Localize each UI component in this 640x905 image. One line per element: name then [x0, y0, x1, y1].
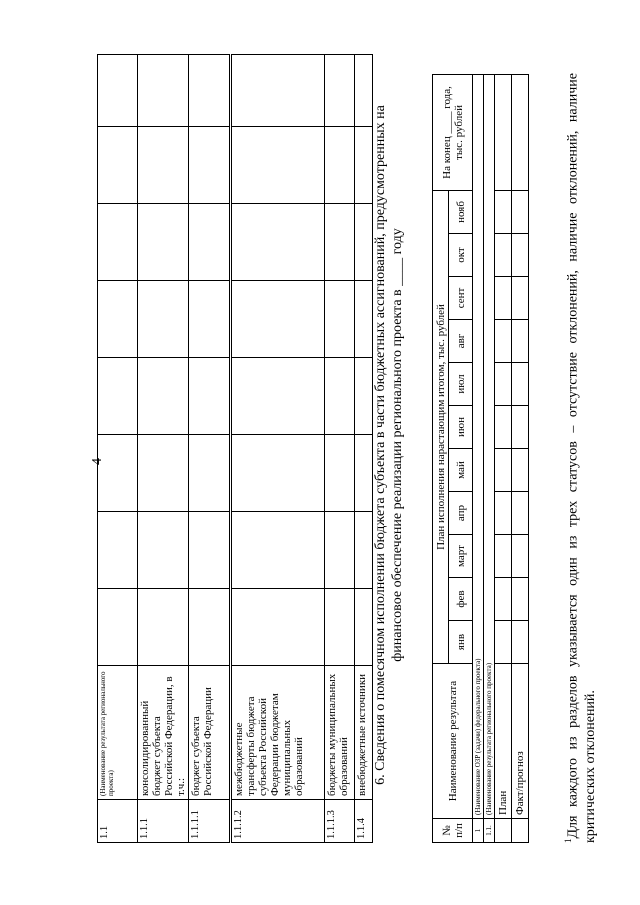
row-name: консолидированный бюджет субъекта Российской Федерации, в т.ч.: — [138, 666, 189, 800]
row-number — [512, 819, 529, 843]
month-header: июн — [449, 406, 473, 449]
row-name: внебюджетные источники — [355, 666, 373, 800]
page-number: 4 — [90, 458, 105, 465]
row-number: 1.1.1.3 — [325, 800, 355, 843]
row-name: бюджет субъекта Российской Федерации — [189, 666, 231, 800]
plan-header: План исполнения нарастающим итогом, тыс. рублей — [433, 190, 449, 663]
month-header: окт — [449, 234, 473, 277]
table-row — [98, 55, 138, 843]
row-name: План — [495, 664, 512, 819]
table-row — [231, 55, 325, 843]
row-number: 1.1.4 — [355, 800, 373, 843]
month-header: май — [449, 449, 473, 492]
month-header: янв — [449, 621, 473, 664]
row-number: 1.1.1 — [138, 800, 189, 843]
name-header: Наименование результата — [433, 664, 473, 819]
row-number: 1.1.1.2 — [231, 800, 325, 843]
row-number: 1.1 — [98, 800, 138, 843]
table-row — [138, 55, 189, 843]
row-number: 1.1.1.1 — [189, 800, 231, 843]
monthly-plan-table — [432, 74, 529, 843]
row-name: (Наименование результата регионального проекта) — [484, 74, 495, 818]
row-name: межбюджетные трансферты бюджета субъекта Российской Федерации бюджетам муниципальных образований — [231, 666, 325, 800]
row-number: 1 — [473, 819, 484, 843]
num-header: № п/п — [433, 819, 473, 843]
table-row — [355, 55, 373, 843]
row-name: Факт/прогноз — [512, 664, 529, 819]
month-header: июл — [449, 363, 473, 406]
end-of-year-header: На конец ____ года, тыс. рублей — [433, 74, 473, 190]
month-header: сент — [449, 277, 473, 320]
row-number: 1.1. — [484, 819, 495, 843]
footnote — [560, 73, 599, 843]
row-name: бюджеты муниципальных образований — [325, 666, 355, 800]
table-row — [189, 55, 231, 843]
month-header: нояб — [449, 190, 473, 233]
row-number — [495, 819, 512, 843]
row-name: (Наименование результата регионального проекта) — [98, 666, 138, 800]
footnote-text: Для каждого из разделов указывается один из трех статусов – отсутствие отклонений, наличие отклонений, наличие критических отклонений. — [565, 73, 598, 843]
footnote-marker: 1 — [563, 838, 573, 843]
row-name: (Наименование ОЗР (задачи) федерального проекта) — [473, 74, 484, 818]
section-6-title: 6. Сведения о помесячном исполнении бюджета субъекта в части бюджетных ассигнований, предусмотренных на финансовое обеспечение реализации регионального проекта в ____ году — [373, 105, 405, 785]
month-header: март — [449, 535, 473, 578]
month-header: авг — [449, 320, 473, 363]
month-header: фев — [449, 578, 473, 621]
budget-sources-table — [97, 54, 373, 843]
table-row — [325, 55, 355, 843]
month-header: апр — [449, 492, 473, 535]
